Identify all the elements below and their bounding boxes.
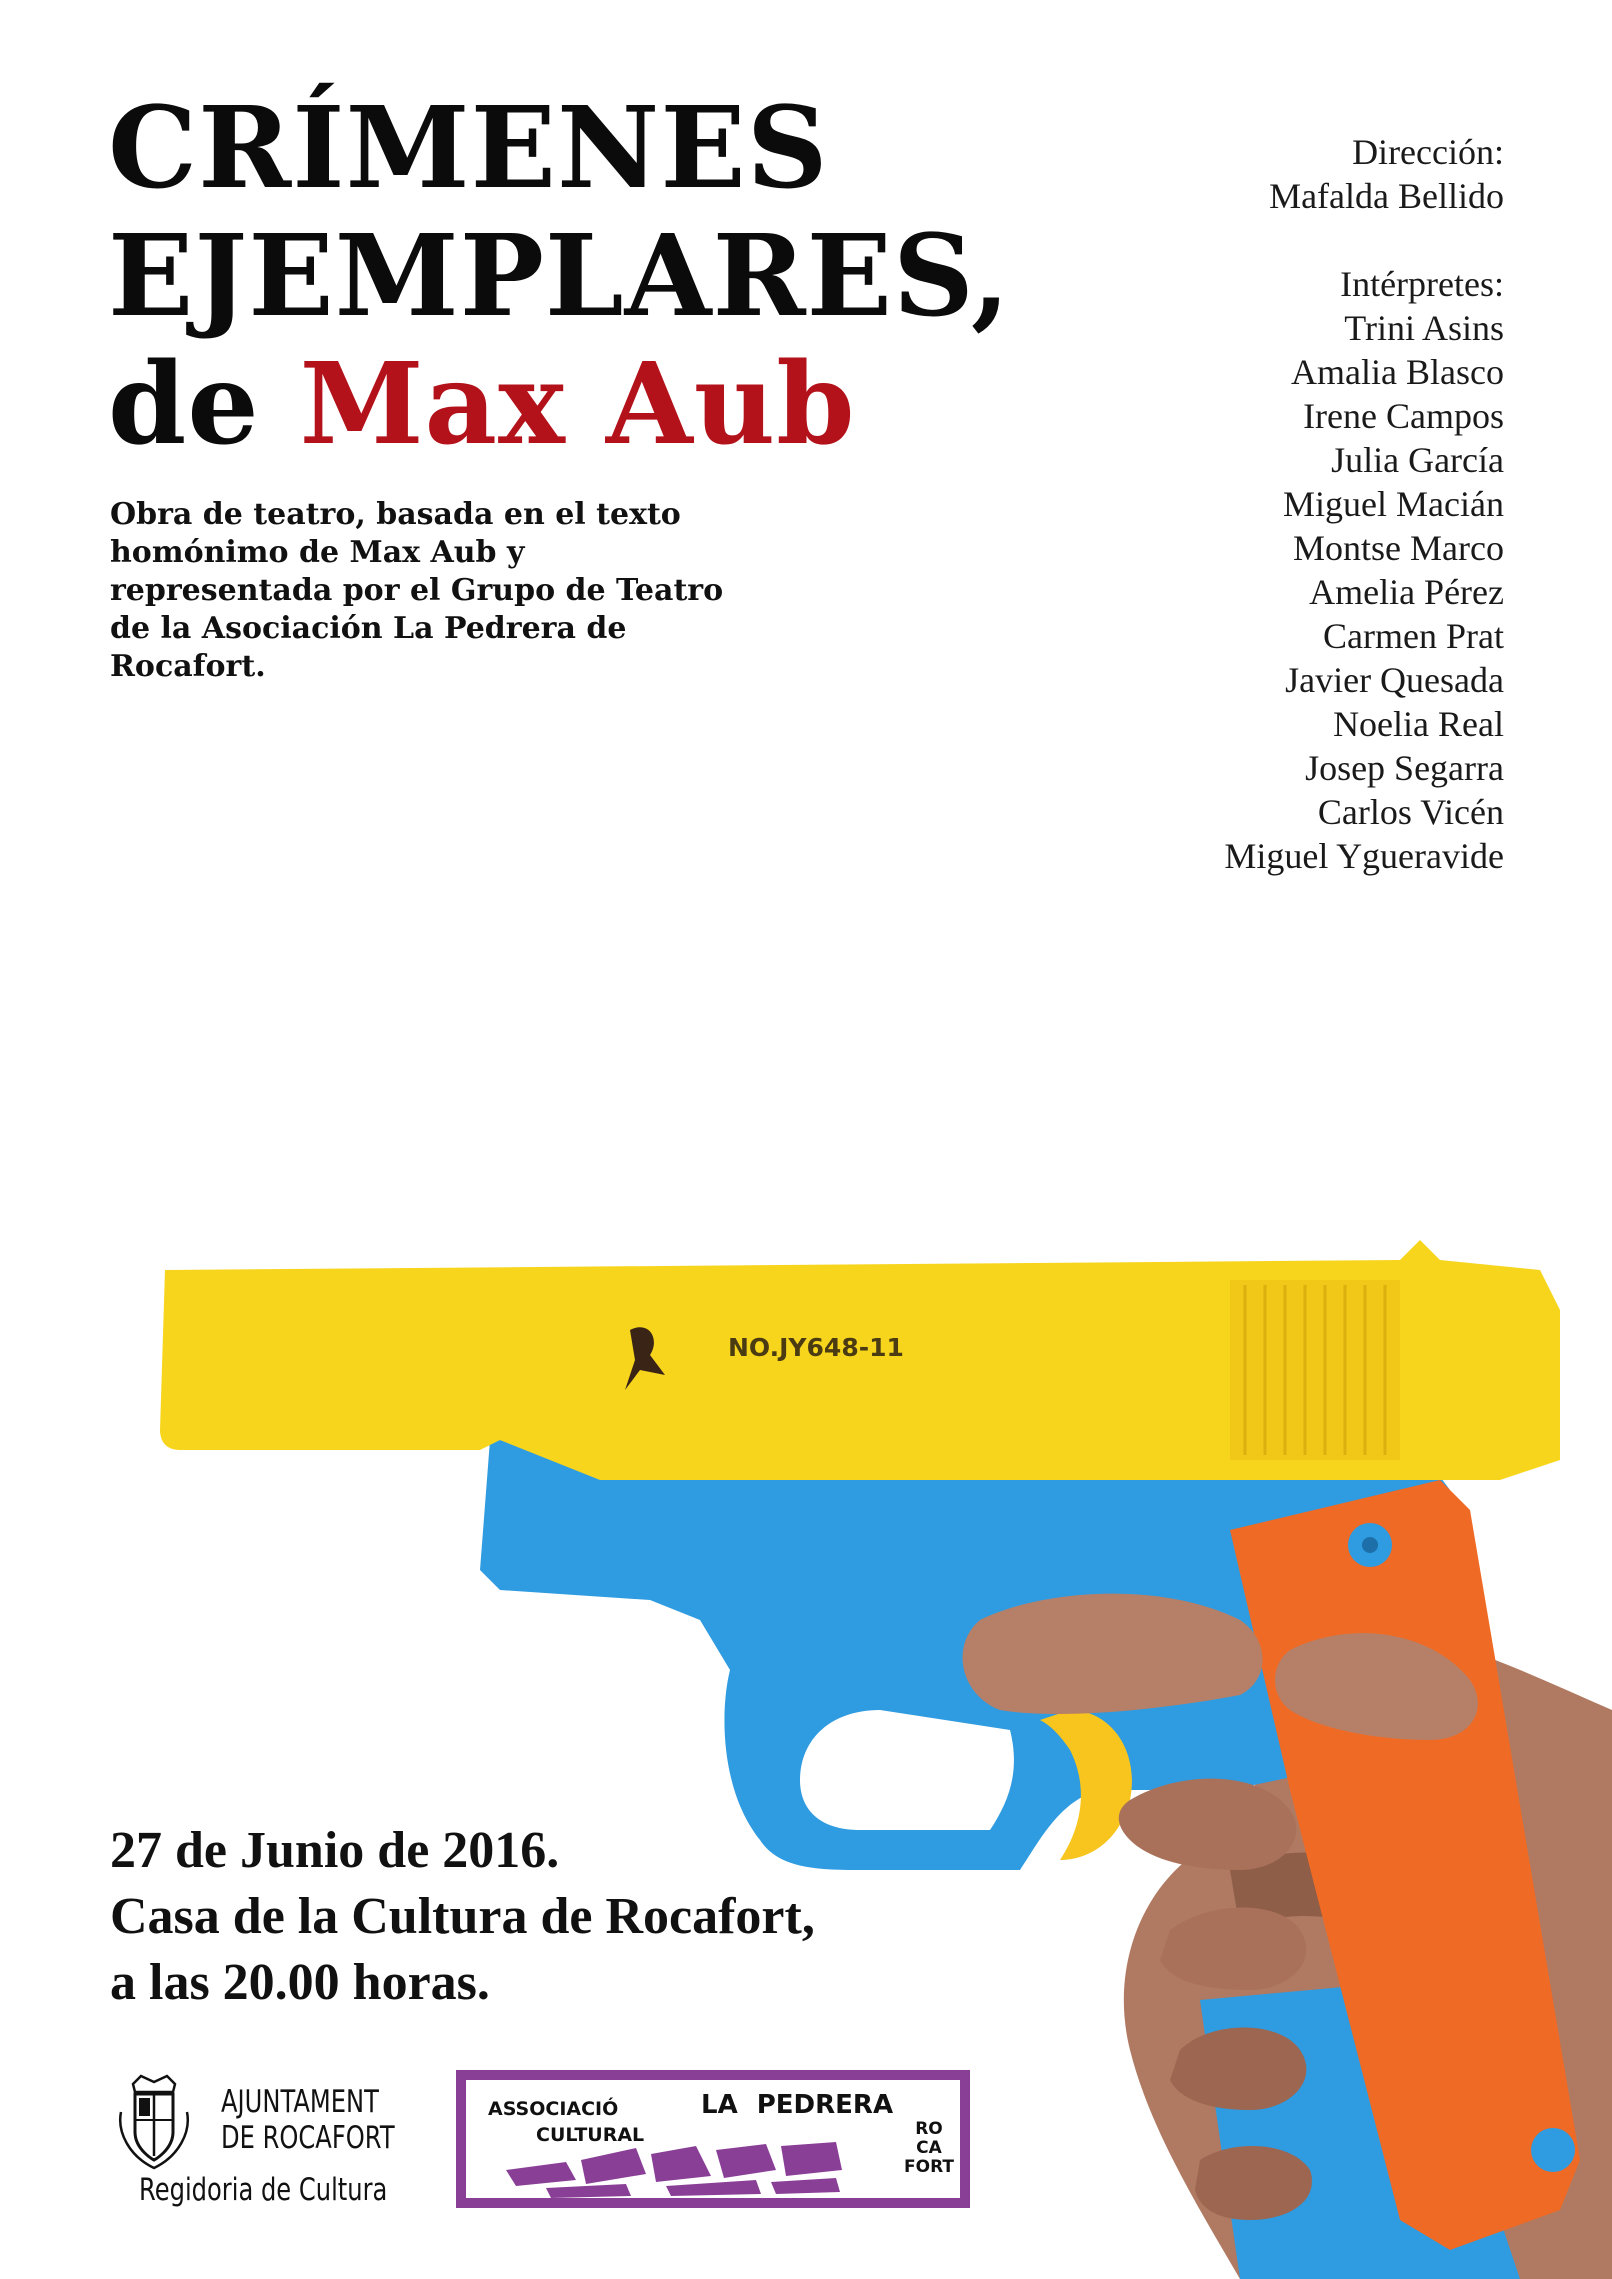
cast-member: Josep Segarra — [1305, 748, 1504, 788]
cast-member: Carlos Vicén — [1317, 792, 1504, 832]
ajuntament-name — [221, 2084, 395, 2156]
assoc-line-1: ASSOCIACIÓ — [488, 2098, 619, 2120]
ajuntament-logo — [115, 2068, 415, 2218]
cast-member: Carmen Prat — [1323, 616, 1504, 656]
title-prefix: de — [108, 339, 260, 470]
cast-member: Trini Asins — [1344, 308, 1504, 348]
cast-member: Julia García — [1331, 440, 1504, 480]
gun-marking: NO.JY648-11 — [728, 1333, 904, 1362]
quarry-stones-icon — [506, 2140, 846, 2198]
poster-title — [108, 85, 1011, 469]
title-author: Max Aub — [299, 339, 856, 470]
cast-member: Amalia Blasco — [1291, 352, 1504, 392]
direction-label: Dirección: — [1352, 132, 1504, 172]
title-line-1: CRÍMENES — [108, 83, 829, 214]
cast-member: Miguel Macián — [1283, 484, 1504, 524]
cast-member: Javier Quesada — [1285, 660, 1504, 700]
play-description: Obra de teatro, basada en el texto homónimo de Max Aub y representada por el Grupo de Teatro de la Asociación La Pedrera de Rocafort. — [110, 497, 724, 684]
event-date: 27 de Junio de 2016. — [110, 1822, 560, 1879]
cast-member: Montse Marco — [1293, 528, 1504, 568]
event-time: a las 20.00 horas. — [110, 1954, 490, 2011]
credits-spacer — [1224, 218, 1504, 262]
credits-block — [1224, 130, 1504, 878]
assoc-town — [904, 2120, 954, 2177]
director-name: Mafalda Bellido — [1269, 176, 1504, 216]
la-pedrera-logo — [456, 2070, 970, 2208]
title-line-3 — [108, 341, 1011, 469]
cast-member: Noelia Real — [1333, 704, 1504, 744]
regidoria-label: Regidoria de Cultura — [139, 2172, 388, 2208]
coat-of-arms-icon — [115, 2072, 193, 2172]
assoc-town-3: FORT — [904, 2157, 954, 2177]
cast-label: Intérpretes: — [1340, 264, 1504, 304]
assoc-name: LA PEDRERA — [701, 2090, 894, 2120]
cast-member: Irene Campos — [1303, 396, 1504, 436]
cast-member: Miguel Ygueravide — [1224, 836, 1504, 876]
cast-member: Amelia Pérez — [1309, 572, 1504, 612]
event-venue: Casa de la Cultura de Rocafort, — [110, 1888, 815, 1945]
ajuntament-line-1: AJUNTAMENT — [221, 2084, 379, 2120]
title-line-2: EJEMPLARES, — [108, 211, 1011, 342]
assoc-line-2: CULTURAL — [536, 2124, 645, 2146]
assoc-town-2: CA — [916, 2138, 942, 2158]
ajuntament-line-2: DE ROCAFORT — [221, 2120, 395, 2156]
finger — [963, 1594, 1263, 1714]
assoc-town-1: RO — [915, 2119, 943, 2139]
event-details — [110, 1818, 815, 2016]
